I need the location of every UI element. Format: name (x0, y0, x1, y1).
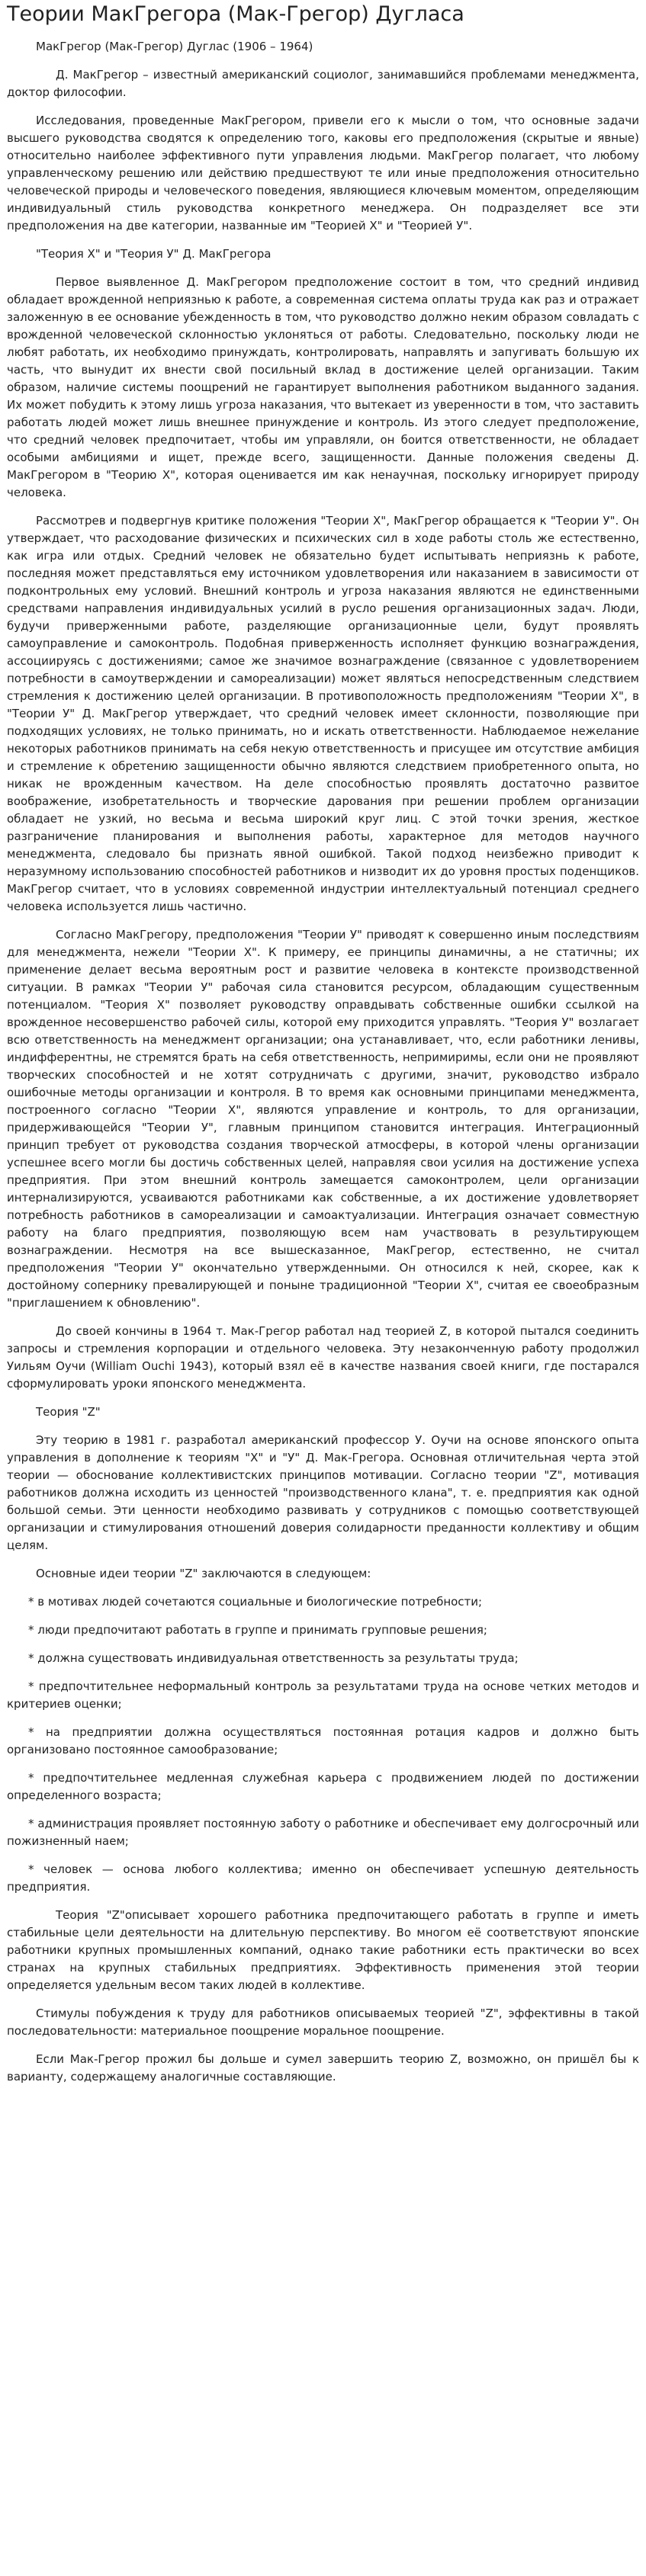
stimuli-paragraph: Стимулы побуждения к труду для работников описываемых теорией "Z", эффективны в такой последовательности: материальное поощрение моральное поощрение. (7, 2007, 639, 2038)
theory-z-origin-paragraph: До своей кончины в 1964 т. Мак-Грегор работал над теорией Z, в которой пытался соединить запросы и стремления корпорации и отдельного человека. Эту незаконченную работу продолжил Уильям Оучи (William Ouchi 1943), который взял её в качестве названия своей книги, где постарался сформулировать уроки японского менеджмента. (7, 1324, 639, 1391)
author-subtitle: МакГрегор (Мак-Грегор) Дуглас (1906 – 1964) (36, 40, 313, 53)
list-item: * должна существовать индивидуальная ответственность за результаты труда; (28, 1651, 519, 1665)
list-item: * человек — основа любого коллектива; именно он обеспечивает успешную деятельность предприятия. (7, 1862, 639, 1894)
theory-x-paragraph: Первое выявленное Д. МакГрегором предположение состоит в том, что средний индивид обладает врожденной неприязнью к работе, а современная система оплаты труда как раз и отражает заложенную в ее основание убежденность в том, что руководство должно неким образом совладать с врожденной человеческой склонностью уклоняться от работы. Следовательно, поскольку люди не любят работать, их необходимо принуждать, контролировать, направлять и запугивать большую их часть, что вынудит их внести свой посильный вклад в достижение целей организации. Таким образом, наличие системы поощрений не гарантирует выполнения работником выданного задания. Их может побудить к этому лишь угроза наказания, что вытекает из уверенности в том, что заставить работать людей может лишь внешнее принуждение и контроль. Из этого следует предположение, что средний человек предпочитает, чтобы им управляли, он боится ответственности, не обладает особыми амбициями и ищет, прежде всего, защищенности. Данные положения сведены Д. МакГрегором в "Теорию Х", которая оценивается им как ненаучная, поскольку игнорирует природу человека. (7, 275, 639, 499)
good-worker-paragraph: Теория "Z"описывает хорошего работника предпочитающего работать в группе и иметь стабильные цели деятельности на длительную перспективу. Во многом её соответствуют японские работники крупных промышленных компаний, однако такие работники есть практически во всех странах на крупных стабильных предприятиях. Эффективность применения этой теории определяется удельным весом таких людей в коллективе. (7, 1908, 639, 1992)
z-ideas-list (7, 1593, 639, 1896)
list-item: * люди предпочитают работать в группе и принимать групповые решения; (28, 1623, 487, 1637)
section-heading-xy: "Теория Х" и "Теория У" Д. МакГрегора (36, 247, 272, 261)
theory-z-paragraph: Эту теорию в 1981 г. разработал американский профессор У. Оучи на основе японского опыта управления в дополнение к теориям "Х" и "У" Д. Мак-Грегора. Основная отличительная черта этой теории — обоснование коллективистских принципов мотивации. Согласно теории "Z", мотивация работников должна исходить из ценностей "производственного клана", т. е. предприятия как одной большой семьи. Эти ценности необходимо развивать у сотрудников с помощью соответствующей организации и стимулирования отношений доверия солидарности преданности коллективу и общим целям. (7, 1433, 639, 1552)
research-paragraph: Исследования, проведенные МакГрегором, привели его к мысли о том, что основные задачи высшего руководства сводятся к определению того, каковы его предположения (скрытые и явные) относительно наиболее эффективного пути управления людьми. МакГрегор полагает, что любому управленческому решению или действию предшествуют те или иные предположения относительно человеческой природы и человеческого поведения, являющиеся ключевым моментом, определяющим индивидуальный стиль руководства конкретного менеджера. Он подразделяет все эти предположения на две категории, названные им "Теорией Х" и "Теорией У". (7, 114, 639, 233)
z-list-intro: Основные идеи теории "Z" заключаются в следующем: (36, 1567, 371, 1580)
list-item: * в мотивах людей сочетаются социальные и биологические потребности; (28, 1595, 483, 1609)
list-item: * предпочтительнее медленная служебная карьера с продвижением людей по достижении определенного возраста; (7, 1771, 639, 1802)
conclusion-paragraph: Если Мак-Грегор прожил бы дольше и сумел завершить теорию Z, возможно, он пришёл бы к варианту, содержащему аналогичные составляющие. (7, 2052, 639, 2084)
consequences-paragraph: Согласно МакГрегору, предположения "Теории У" приводят к совершенно иным последствиям для менеджмента, нежели "Теории Х". К примеру, ее принципы динамичны, а не статичны; их применение делает весьма вероятным рост и развитие человека в контексте производственной ситуации. В рамках "Теории У" рабочая сила становится ресурсом, обладающим существенным потенциалом. "Теория Х" позволяет руководству оправдывать собственные ошибки ссылкой на врожденное несовершенство рабочей силы, которой ему приходится управлять. "Теория У" возлагает всю ответственность на менеджмент организации; она устанавливает, что, если работники ленивы, индифферентны, не стремятся брать на себя ответственность, непримиримы, если они не проявляют творческих способностей и не хотят сотрудничать с другими, значит, руководство избрало ошибочные методы организации и контроля. В то время как основными принципами менеджмента, построенного согласно "Теории Х", являются управление и контроль, то для организации, придерживающейся "Теории У", главным принципом становится интеграция. Интеграционный принцип требует от руководства создания творческой атмосферы, в которой члены организации успешнее всего могли бы достичь собственных целей, направляя свои усилия на достижение успеха предприятия. При этом внешний контроль замещается самоконтролем, цели организации интернализируются, усваиваются работниками как собственные, а их достижение удовлетворяет потребность работников в самореализации и самоактуализации. Интеграция означает совместную работу на благо предприятия, позволяющую всем нам участвовать в результирующем вознаграждении. Несмотря на все вышесказанное, МакГрегор, естественно, не считал предположения "Теории У" окончательно утвержденными. Он относился к ней, скорее, как к достойному сопернику превалирующей и поныне традиционной "Теории Х", считая ее своеобразным "приглашением к обновлению". (7, 928, 639, 1310)
list-item: * предпочтительнее неформальный контроль за результатами труда на основе четких методов и критериев оценки; (7, 1679, 639, 1711)
list-item: * администрация проявляет постоянную заботу о работнике и обеспечивает ему долгосрочный или пожизненный наем; (7, 1817, 639, 1848)
intro-paragraph: Д. МакГрегор – известный американский социолог, занимавшийся проблемами менеджмента, доктор философии. (7, 68, 639, 99)
list-item: * на предприятии должна осуществляться постоянная ротация кадров и должно быть организовано постоянное самообразование; (7, 1725, 639, 1756)
page-title: Теории МакГрегора (Мак-Грегор) Дугласа (7, 2, 464, 26)
section-heading-z: Теория "Z" (36, 1405, 101, 1419)
theory-y-paragraph: Рассмотрев и подвергнув критике положения "Теории Х", МакГрегор обращается к "Теории У". Он утверждает, что расходование физических и психических сил в ходе работы столь же естественно, как игра или отдых. Средний человек не обязательно будет испытывать неприязнь к работе, последняя может представляться ему источником удовлетворения или наказанием в зависимости от подконтрольных ему условий. Внешний контроль и угроза наказания являются не единственными средствами направления индивидуальных усилий в русло решения организационных задач. Люди, будучи приверженными работе, разделяющие организационные цели, будут проявлять самоуправление и самоконтроль. Подобная приверженность исполняет функцию вознаграждения, ассоциируясь с достижениями; самое же значимое вознаграждение (связанное с удовлетворением потребности в самоутверждении и самореализации) может являться непосредственным следствием стремления к достижению целей организации. В противоположность предположениям "Теории Х", в "Теории У" Д. МакГрегор утверждает, что средний человек имеет склонности, позволяющие при подходящих условиях, не только принимать, но и искать ответственности. Наблюдаемое нежелание некоторых работников принимать на себя некую ответственность и присущее им отсутствие амбиция и стремление к обретению защищенности обычно являются следствием приобретенного опыта, но никак не врожденным качеством. На деле способностью проявлять достаточно развитое воображение, изобретательность и творческие дарования при решении проблем организации обладает не узкий, но весьма и весьма широкий круг лиц. С этой точки зрения, жесткое разграничение планирования и выполнения работы, характерное для методов научного менеджмента, следовало бы признать явной ошибкой. Такой подход неизбежно приводит к неразумному использованию способностей работников и низводит их до уровня простых поденщиков. МакГрегор считает, что в условиях современной индустрии интеллектуальный потенциал среднего человека используется лишь частично. (7, 514, 639, 913)
